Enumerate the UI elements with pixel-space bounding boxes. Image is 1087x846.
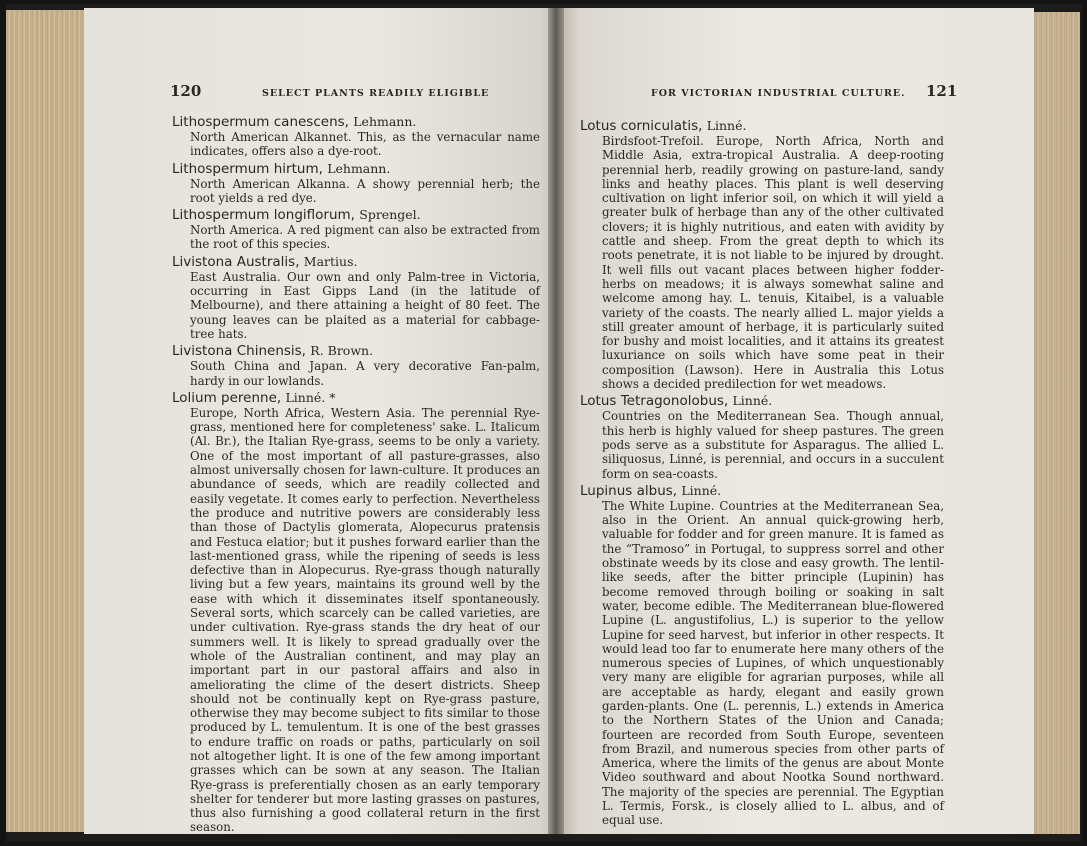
entry (172, 390, 540, 835)
species-author: Linné. * (285, 389, 336, 405)
entry (172, 207, 540, 252)
entry-text: Birdsfoot-Trefoil. Europe, North Africa, North and Middle Asia, extra-tropical Australia. A deep-rooting perennial herb, readily growing on pasture-land, sandy links and heathy places. This plant is well deserving cultivation on light inferior soil, on which it will yield a greater bulk of herbage than any of the other cultivated clovers; it is highly nutritious, and eaten with avidity by cattle and sheep. From the great depth to which its roots penetrate, it is not liable to be injured by drought. It well fills out vacant places between higher fodder-herbs on meadows; it is always somewhat saline and welcome among hay. L. tenuis, Kitaibel, is a valuable variety of the coasts. The nearly allied L. major yields a still greater amount of herbage, it is particularly suited for bushy and moist localities, and it attains its greatest luxuriance on soils which have some peat in their composition (Lawson). Here in Australia this Lotus shows a decided predilection for wet meadows. (602, 134, 944, 392)
right-page-number: 121 (926, 82, 958, 100)
left-column (172, 112, 540, 835)
entry-heading (580, 393, 944, 409)
left-running-head: SELECT PLANTS READILY ELIGIBLE (262, 88, 490, 99)
species-name: Lotus Tetragonolobus, (580, 393, 729, 410)
entry-heading (172, 207, 540, 223)
species-author: R. Brown. (310, 343, 374, 359)
species-name: Livistona Chinensis, (172, 343, 306, 360)
species-name: Lolium perenne, (172, 389, 282, 406)
species-author: Linné. (732, 393, 773, 409)
species-name: Livistona Australis, (172, 253, 300, 270)
species-author: Linné. (706, 118, 747, 133)
book-gutter (548, 8, 564, 834)
entry-text: The White Lupine. Countries at the Mediterranean Sea, also in the Orient. An annual quick-growing herb, valuable for fodder and for green manure. It is famed as the “Tramoso” in Portugal, to suppress sorrel and other obstinate weeds by its close and easy growth. The lentil-like seeds, after the bitter principle (Lupinin) has become removed through boiling or soaking in salt water, become edible. The Mediterranean blue-flowered Lupine (L. angustifolius, L.) is superior to the yellow Lupine for seed harvest, but inferior in other respects. It would lead too far to enumerate here many others of the numerous species of Lupines, of which unquestionably very many are eligible for agrarian purposes, while all are acceptable as hardy, elegant and easily grown garden-plants. One (L. perennis, L.) extends in America to the Northern States of the Union and Canada; fourteen are recorded from South Europe, seventeen from Brazil, and numerous species from other parts of America, where the limits of the genus are about Monte Video southward and about Nootka Sound northward. The majority of the species are perennial. The Egyptian L. Termis, Forsk., is closely allied to L. albus, and of equal use. (602, 498, 944, 828)
entry (172, 161, 540, 206)
species-name: Lupinus albus, (580, 482, 678, 499)
species-name: Lotus corniculatis, (580, 118, 703, 134)
page-edges-left (6, 10, 86, 832)
entry (172, 343, 540, 388)
entry-text: North America. A red pigment can also be extracted from the root of this species. (190, 223, 540, 252)
entry-text: South China and Japan. A very decorative Fan-palm, hardy in our lowlands. (190, 359, 540, 388)
entry-heading (172, 114, 540, 130)
entry (580, 393, 944, 480)
species-name: Lithospermum canescens, (172, 114, 349, 130)
species-author: Lehmann. (353, 114, 417, 129)
entry (580, 118, 944, 391)
species-name: Lithospermum hirtum, (172, 160, 323, 177)
species-name: Lithospermum longiflorum, (172, 207, 355, 224)
entry-text: North American Alkannet. This, as the vernacular name indicates, offers also a dye-root. (190, 130, 540, 159)
entry-heading (172, 343, 540, 359)
entry (172, 114, 540, 159)
page-edges-right (1030, 12, 1080, 834)
right-column (580, 116, 944, 828)
entry-text: East Australia. Our own and only Palm-tree in Victoria, occurring in East Gipps Land (in the latitude of Melbourne), and there attaining a height of 80 feet. The young leaves can be plaited as a material for cabbage-tree hats. (190, 269, 540, 341)
entry-heading (172, 254, 540, 270)
species-author: Sprengel. (359, 207, 421, 223)
species-author: Linné. (681, 482, 722, 498)
entry-heading (580, 118, 944, 134)
entry-text: Countries on the Mediterranean Sea. Though annual, this herb is highly valued for sheep pastures. The green pods serve as a substitute for Asparagus. The allied L. siliquosus, Linné, is perennial, and occurs in a succulent form on sea-coasts. (602, 409, 944, 481)
species-author: Martius. (303, 253, 358, 269)
left-page-number: 120 (170, 82, 202, 100)
entry (580, 483, 944, 828)
entry (172, 254, 540, 341)
entry-heading (172, 161, 540, 177)
entry-heading (580, 483, 944, 499)
right-running-head: FOR VICTORIAN INDUSTRIAL CULTURE. (651, 88, 906, 99)
entry-text: Europe, North Africa, Western Asia. The perennial Rye-grass, mentioned here for completeness' sake. L. Italicum (Al. Br.), the Italian Rye-grass, seems to be only a variety. One of the most important of all pasture-grasses, also almost universally chosen for lawn-culture. It produces an abundance of seeds, which are readily collected and easily vegetate. It comes early to perfection. Nevertheless the produce and nutritive powers are considerably less than those of Dactylis glomerata, Alopecurus pratensis and Festuca elatior; but it pushes forward earlier than the last-mentioned grass, while the ripening of seeds is less defective than in Alopecurus. Rye-grass though naturally living but a few years, maintains its ground well by the ease with which it disseminates itself spontaneously. Several sorts, which scarcely can be called varieties, are under cultivation. Rye-grass stands the dry heat of our summers well. It is likely to spread gradually over the whole of the Australian continent, and may play an important part in our pastoral affairs and also in ameliorating the clime of the desert districts. Sheep should not be continually kept on Rye-grass pasture, otherwise they may become subject to fits similar to those produced by L. temulentum. It is one of the best grasses to endure traffic on roads or paths, particularly on soil not altogether light. It is one of the few among important grasses which can be sown at any season. The Italian Rye-grass is preferentially chosen as an early temporary shelter for tenderer but more lasting grasses on pastures, thus also furnishing a good collateral return in the first season. (190, 405, 540, 835)
species-author: Lehmann. (327, 160, 391, 176)
entry-heading (172, 390, 540, 406)
entry-text: North American Alkanna. A showy perennial herb; the root yields a red dye. (190, 176, 540, 205)
